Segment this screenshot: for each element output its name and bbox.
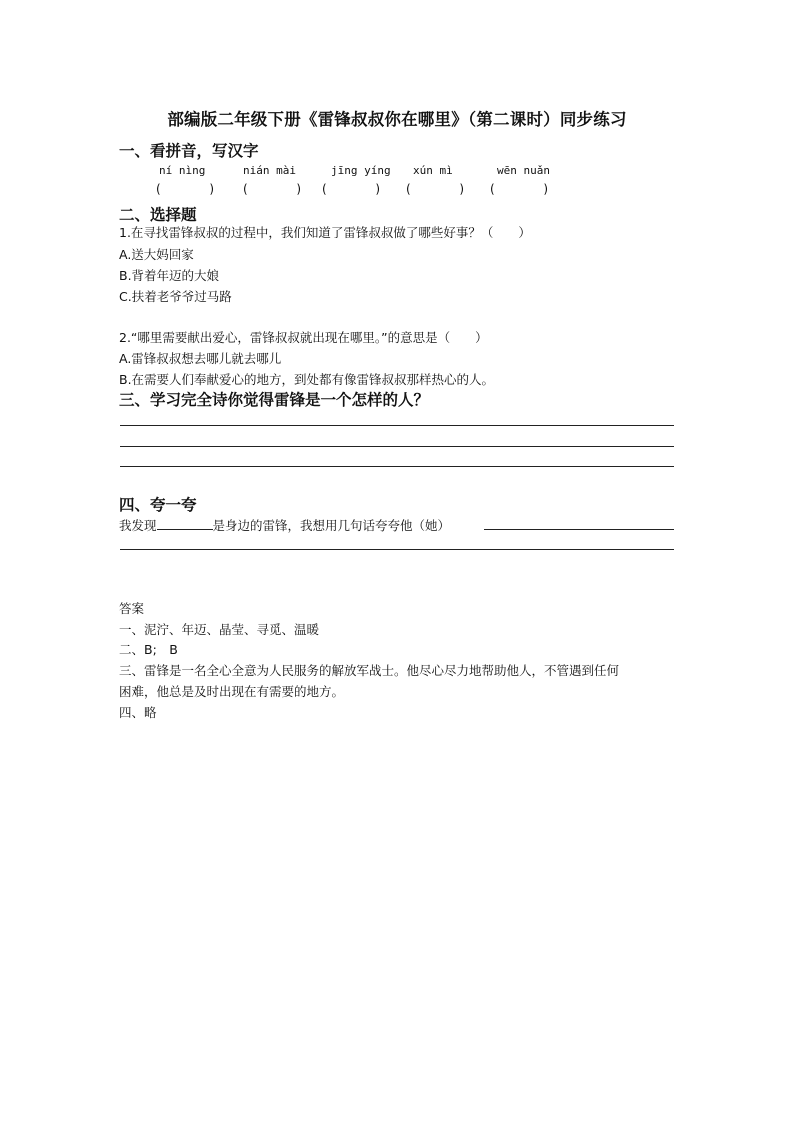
q2-option-a[interactable]: A.雷锋叔叔想去哪儿就去哪儿 (119, 351, 282, 366)
answer-line-1[interactable] (120, 425, 674, 426)
section4-heading: 四、夸一夸 (119, 496, 197, 514)
answers-label: 答案 (119, 601, 145, 616)
bracket-close: ) (209, 182, 214, 196)
praise-text-start: 我发现 (119, 518, 157, 533)
page-title: 部编版二年级下册《雷锋叔叔你在哪里》（第二课时）同步练习 (167, 110, 627, 129)
pinyin-2: nián mài (243, 164, 296, 177)
bracket-open: ( (322, 182, 327, 196)
answer-line-2[interactable] (120, 446, 674, 447)
bracket-open: ( (243, 182, 248, 196)
q1-option-a[interactable]: A.送大妈回家 (119, 247, 194, 262)
answer-3-line-2: 困难，他总是及时出现在有需要的地方。 (119, 684, 345, 699)
answer-1: 一、泥泞、年迈、晶莹、寻觅、温暖 (119, 622, 320, 637)
bracket-open: ( (490, 182, 495, 196)
praise-line-2[interactable] (120, 549, 674, 550)
q1-option-b[interactable]: B.背着年迈的大娘 (119, 268, 220, 283)
bracket-close: ) (375, 182, 380, 196)
bracket-close: ) (543, 182, 548, 196)
pinyin-5: wēn nuǎn (497, 164, 550, 177)
answer-bracket-3[interactable] (322, 182, 380, 196)
bracket-open: ( (156, 182, 161, 196)
answer-bracket-2[interactable] (243, 182, 301, 196)
praise-blank-inline[interactable] (484, 529, 674, 530)
q1-option-c[interactable]: C.扶着老爷爷过马路 (119, 289, 232, 304)
q2-option-b[interactable]: B.在需要人们奉献爱心的地方，到处都有像雷锋叔叔那样热心的人。 (119, 372, 495, 387)
section1-heading: 一、看拼音，写汉字 (119, 142, 259, 160)
pinyin-4: xún mì (413, 164, 453, 177)
answer-4: 四、略 (119, 705, 157, 720)
bracket-open: ( (406, 182, 411, 196)
answer-2: 二、B; B (119, 642, 178, 657)
answer-bracket-5[interactable] (490, 182, 548, 196)
answer-bracket-4[interactable] (406, 182, 464, 196)
name-blank[interactable] (157, 517, 213, 530)
section2-heading: 二、选择题 (119, 206, 197, 224)
question-1: 1.在寻找雷锋叔叔的过程中，我们知道了雷锋叔叔做了哪些好事？（ ） (119, 225, 531, 240)
answer-bracket-1[interactable] (156, 182, 214, 196)
bracket-close: ) (459, 182, 464, 196)
praise-sentence (119, 516, 450, 534)
question-2: 2.“哪里需要献出爱心，雷锋叔叔就出现在哪里。”的意思是（ ） (119, 330, 488, 345)
bracket-close: ) (296, 182, 301, 196)
answer-3-line-1: 三、雷锋是一名全心全意为人民服务的解放军战士。他尽心尽力地帮助他人，不管遇到任何 (119, 663, 620, 678)
praise-text-middle: 是身边的雷锋，我想用几句话夸夸他（她） (212, 518, 451, 533)
pinyin-3: jīng yíng (331, 164, 391, 177)
section3-heading: 三、学习完全诗你觉得雷锋是一个怎样的人？ (119, 391, 430, 409)
pinyin-1: ní nìng (159, 164, 206, 177)
answer-line-3[interactable] (120, 466, 674, 467)
